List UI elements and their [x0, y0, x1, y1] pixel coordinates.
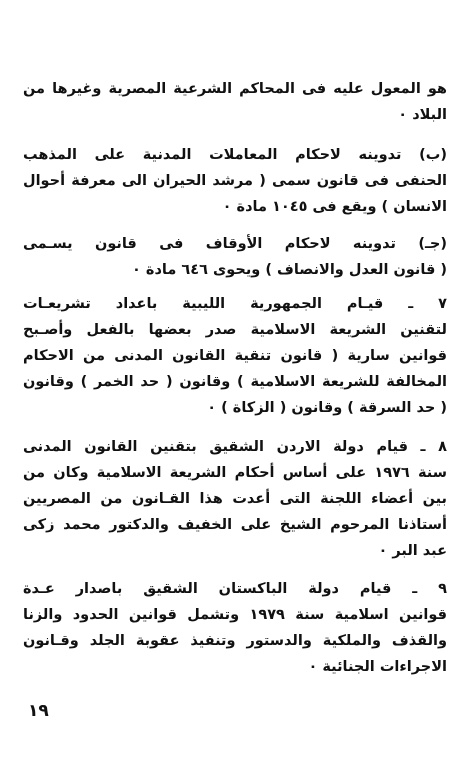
text-line: البلاد ٠: [398, 107, 447, 123]
text-line: ( حد السرقة ) وقانون ( الزكاة ) ٠: [207, 400, 447, 416]
page-number: ١٩: [28, 701, 49, 721]
text-line: هو المعول عليه فى المحاكم الشرعية المصرية وغيرها من: [23, 81, 447, 97]
text-line: سنة ١٩٧٦ على أساس أحكام الشريعة الاسلامية وكان من: [23, 465, 447, 481]
text-line: والقذف والملكية والدستور وتنفيذ عقوبة الجلد وقـانون: [23, 633, 447, 649]
text-line: لتقنين الشريعة الاسلامية صدر بعضها بالفعل وأصـبح: [23, 322, 447, 338]
text-line: المخالفة للشريعة الاسلامية ) وقانون ( حد الخمر ) وقانون: [23, 374, 447, 390]
text-line: الاجراءات الجنائية ٠: [308, 659, 447, 675]
text-line: ٨ ـ قيام دولة الاردن الشقيق بتقنين القانون المدنى: [23, 439, 447, 455]
text-line: أستاذنا المرحوم الشيخ على الخفيف والدكتور محمد زكى: [23, 517, 447, 533]
text-line: (ب) تدوينه لاحكام المعاملات المدنية على المذهب: [23, 147, 447, 163]
text-line: ٩ ـ قيام دولة الباكستان الشقيق باصدار عـدة: [23, 581, 447, 597]
text-line: الانسان ) ويقع فى ١٠٤٥ مادة ٠: [222, 199, 447, 215]
text-line: عبد البر ٠: [378, 543, 447, 559]
text-line: ( قانون العدل والانصاف ) ويحوى ٦٤٦ مادة ٠: [132, 262, 447, 278]
text-line: ٧ ـ قيـام الجمهورية الليبية باعداد تشريعـات: [23, 296, 447, 312]
text-line: الحنفى فى قانون سمى ( مرشد الحيران الى معرفة أحوال: [23, 173, 447, 189]
text-line: بين أعضاء اللجنة التى أعدت هذا القـانون من المصريين: [23, 491, 447, 507]
text-line: (جـ) تدوينه لاحكام الأوقاف فى قانون يسـمى: [23, 236, 447, 252]
text-line: قوانين سارية ( قانون تنقية القانون المدنى من الاحكام: [23, 348, 447, 364]
text-line: قوانين اسلامية سنة ١٩٧٩ وتشمل قوانين الحدود والزنا: [23, 607, 447, 623]
